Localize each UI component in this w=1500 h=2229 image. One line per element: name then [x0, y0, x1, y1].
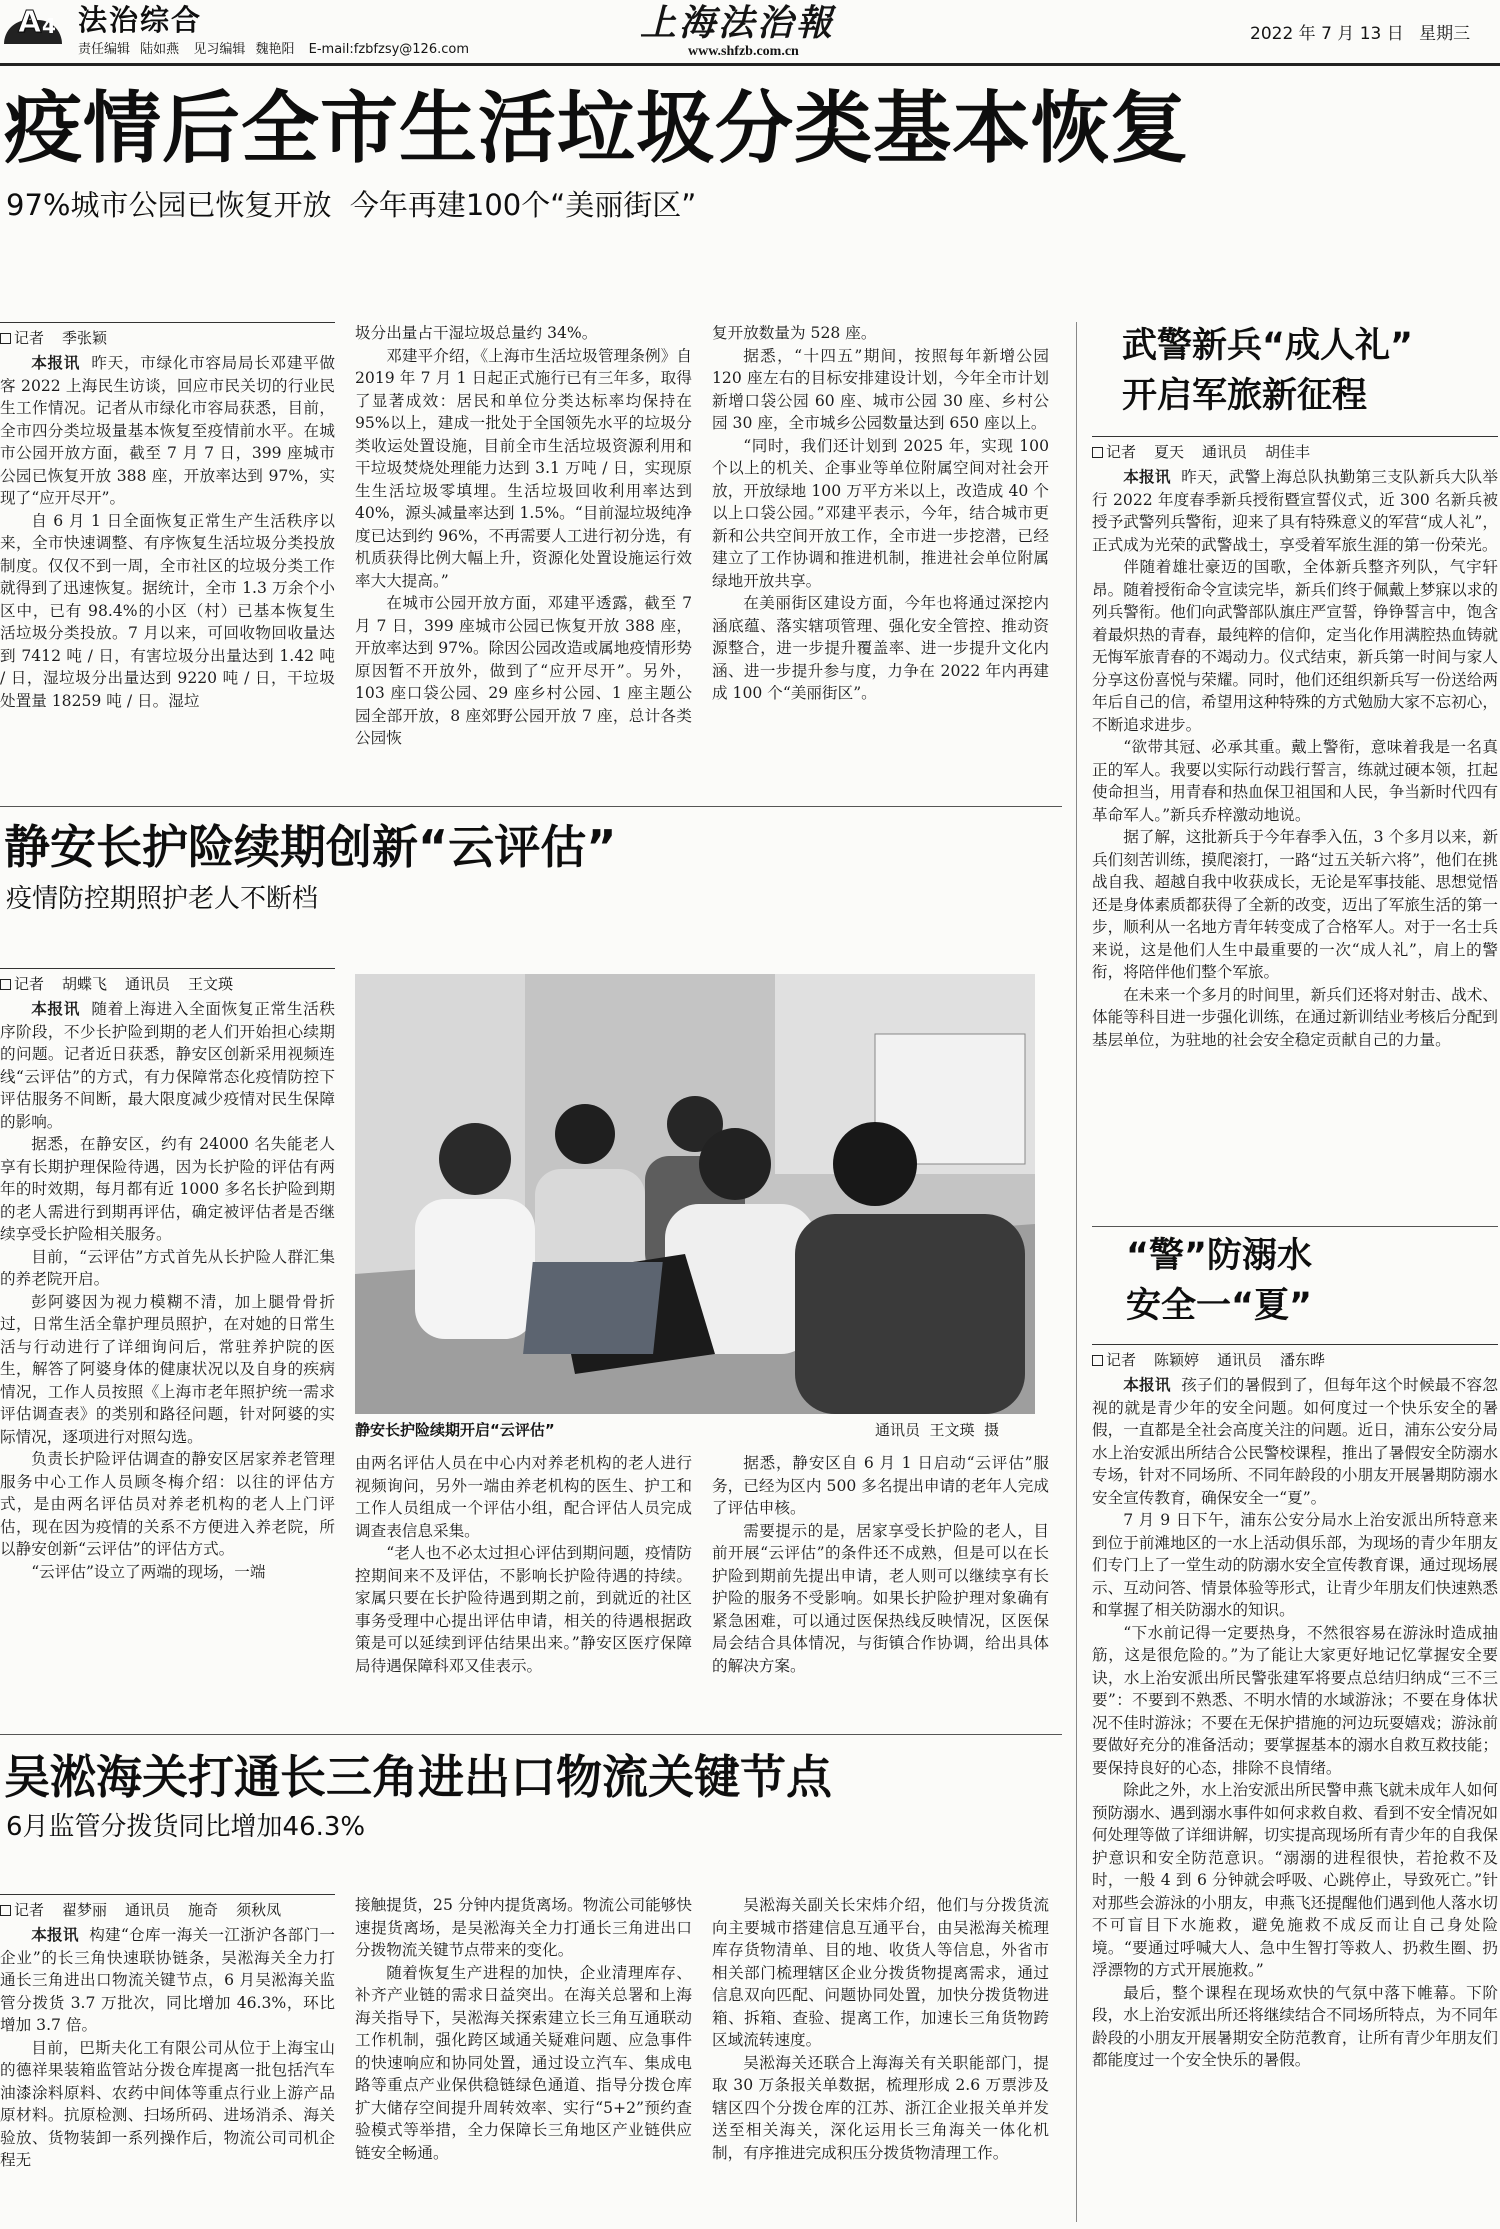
article2-title: 武警新兵“成人礼” — [1122, 326, 1414, 366]
paragraph: 吴淞海关副关长宋炜介绍，他们与分拨货流向主要城市搭建信息互通平台，由吴淞海关梳理库存货物清单、目的地、收货人等信息，外省市相关部门梳理辖区企业分拨货物提离需求，通过信息双向匹配、问题协同处置，加快分拨货物进箱、拆箱、查验、提离工作，加速长三角货物跨区域流转速度。 — [712, 1896, 1049, 2049]
editor-name-1: 陆如燕 — [140, 42, 180, 57]
weekday-text: 星期三 — [1419, 24, 1471, 44]
paragraph: “同时，我们还计划到 2025 年，实现 100 个以上的机关、企事业等单位附属空间对社会开放，开放绿地 100 万平方米以上，改造成 40 个以上口袋公园。”邓建平表示，今年，结合城市更新和公共空间开放工作，全市进一步挖潜，已经建立了工作协调和推进机制，推进社会单位附属绿地开放共享。 — [712, 436, 1049, 590]
paragraph: 据悉，“十四五”期间，按照每年新增公园 120 座左右的目标安排建设计划，今年全市计划新增口袋公园 60 座、城市公园 30 座、乡村公园 30 座，全市城乡公园数量达到 650 座以上。 — [712, 346, 1049, 432]
paragraph: 据悉，静安区自 6 月 1 日启动“云评估”服务，已经为区内 500 多名提出申请的老年人完成了评估申核。 — [712, 1454, 1049, 1517]
paragraph: 本报讯 孩子们的暑假到了，但每年这个时候最不容忽视的就是青少年的安全问题。如何度过一个快乐安全的暑假，一直都是全社会高度关注的问题。近日，浦东公安分局水上治安派出所结合公民警校课程，推出了暑假安全防溺水专场，针对不同场所、不同年龄段的小朋友开展暑期防溺水安全宣传教育，确保安全一“夏”。 — [1092, 1376, 1498, 1507]
page-num: 4 — [42, 14, 56, 38]
byline-box-icon — [0, 1905, 11, 1916]
paragraph: 最后，整个课程在现场欢快的气氛中落下帷幕。下阶段，水上治安派出所还将继续结合不同场所特点，为不同年龄段的小朋友开展暑期安全防范教育，让所有青少年朋友们都能度过一个安全快乐的暑假。 — [1092, 1983, 1498, 2069]
article3-byline: 记者 胡蝶飞 通讯员 王文瑛 — [0, 968, 335, 994]
paragraph: 本报讯 构建“仓库一海关一江浙沪各部门一企业”的长三角快速联协链条，吴淞海关全力打通长三角进出口物流关键节点，6 月吴淞海关监管分拨货 3.7 万批次，同比增加 46.3%，环比增加 3.7 倍。 — [0, 1926, 335, 2034]
paragraph: “老人也不必太过担心评估到期问题，疫情防控期间来不及评估，不影响长护险待遇的持续。家属只要在长护险待遇到期之前，到就近的社区事务受理中心提出评估申请，相关的待遇根据政策是可以延续到评估结果出来。”静安区医疗保障局待遇保障科邓又佳表示。 — [355, 1544, 692, 1675]
byline-role: 记者 — [14, 329, 45, 347]
article5-col3 — [712, 1894, 1049, 2226]
byline-name: 季张颖 — [62, 329, 108, 347]
paragraph: 在城市公园开放方面，邓建平透露，截至 7 月 7 日，399 座城市公园已恢复开放 388 座，开放率达到 97%。除因公园改造或属地疫情形势原因暂不开放外，做到了“应开尽开”。另外，103 座口袋公园、29 座乡村公园、1 座主题公园全部开放，8 座郊野公园开放 7 座，总计各类公园恢 — [355, 594, 692, 747]
article5-title: 吴淞海关打通长三角进出口物流关键节点 — [4, 1750, 832, 1804]
paragraph: 自 6 月 1 日全面恢复正常生产生活秩序以来，全市快速调整、有序恢复生活垃圾分类投放制度。仅仅不到一周，全市社区的垃圾分类工作就得到了迅速恢复。据统计，全市 1.3 万余个小区中，已有 98.4%的小区（村）已基本恢复生活垃圾分类投放。7 月以来，可回收物回收量达到 7412 吨 / 日，有害垃圾分出量达到 1.42 吨 / 日，湿垃圾分出量达到 9220 吨 / 日，干垃圾处置量 18259 吨 / 日。湿垃 — [0, 511, 335, 710]
article4-title-line2: 安全一“夏” — [1126, 1286, 1313, 1326]
photo-caption: 静安长护险续期开启“云评估” — [355, 1421, 555, 1439]
article3-col1 — [0, 998, 335, 1723]
article2-body — [1092, 466, 1498, 1221]
article5-byline: 记者 翟梦丽 通讯员 施奇 须秋凤 — [0, 1894, 335, 1920]
article1-col2 — [355, 322, 692, 797]
editor-role-2: 见习编辑 — [193, 42, 246, 57]
article3-subtitle: 疫情防控期照护老人不断档 — [6, 884, 319, 914]
article3-title: 静安长护险续期创新“云评估” — [4, 820, 617, 874]
editor-line — [78, 42, 469, 58]
article3-col2 — [355, 1452, 692, 1724]
paragraph: “云评估”设立了两端的现场，一端 — [31, 1562, 266, 1581]
header-rule — [0, 63, 1500, 66]
paragraph: 复开放数量为 528 座。 — [712, 324, 877, 342]
paragraph: 接触提货，25 分钟内提货离场。物流公司能够快速提货离场，是吴淞海关全力打通长三角进出口分拨物流关键节点带来的变化。 — [355, 1896, 692, 1959]
date-text: 2022 年 7 月 13 日 — [1250, 24, 1404, 44]
editor-role-1: 责任编辑 — [78, 42, 131, 57]
masthead: 上海法治報 — [640, 2, 836, 44]
paragraph: 目前，巴斯夫化工有限公司从位于上海宝山的德祥果装箱监管站分拨仓库提离一批包括汽车油漆涂料原料、农药中间体等重点行业上游产品原材料。抗原检测、扫场所码、进场消杀、海关验放、货物装卸一系列操作后，物流公司司机企程无 — [0, 2038, 335, 2169]
article4-title: “警”防溺水 — [1126, 1236, 1313, 1276]
article4-byline: 记者 陈颖婷 通讯员 潘东晔 — [1092, 1344, 1498, 1370]
article1-title: 疫情后全市生活垃圾分类基本恢复 — [4, 84, 1190, 174]
paragraph: 据悉，在静安区，约有 24000 名失能老人享有长期护理保险待遇，因为长护险的评估有两年的时效期，每月都有近 1000 多名长护险到期的老人需进行到期再评估，确定被评估者是否继续享受长护险相关服务。 — [0, 1135, 335, 1243]
paragraph: 圾分出量占干湿垃圾总量约 34%。 — [355, 324, 598, 342]
paragraph: 邓建平介绍，《上海市生活垃圾管理条例》自 2019 年 7 月 1 日起正式施行已有三年多，取得了显著成效：居民和单位分类达标率均保持在 95%以上，建成一批处于全国领先水平的垃圾分类收运处置设施，目前全市生活垃圾资源利用和干垃圾焚烧处理能力达到 3.1 万吨 / 日，实现原生生活垃圾零填埋。生活垃圾回收利用率达到 40%，源头减量率达到 1.5%。“目前湿垃圾纯净度已达到约 96%，不再需要人工进行初分选，有机质获得比例大幅上升，资源化处置设施运行效率大大提高。” — [355, 346, 692, 590]
paragraph: 伴随着雄壮豪迈的国歌，全体新兵整齐列队，气宇轩昂。随着授衔命令宣读完毕，新兵们终于佩戴上梦寐以求的列兵警衔。他们向武警部队旗庄严宣誓，铮铮誓言中，饱含着最炽热的青春，最纯粹的信仰，定当化作用满腔热血铸就无悔军旅青春的不竭动力。仪式结束，新兵第一时间与家人分享这份喜悦与荣耀。同时，他们还组织新兵写一份送给两年后自己的信，希望用这种特殊的方式勉励大家不忘初心，不断追求进步。 — [1092, 558, 1498, 734]
article1-col1 — [0, 352, 335, 797]
paragraph: “欲带其冠、必承其重。戴上警衔，意味着我是一名真正的军人。我要以实际行动践行誓言，练就过硬本领，扛起使命担当，用青春和热血保卫祖国和人民，争当新时代四有革命军人。”新兵乔梓激动地说。 — [1092, 738, 1498, 824]
page-letter: A — [18, 5, 42, 40]
article4-top-rule — [1092, 1226, 1498, 1227]
paragraph: 除此之外，水上治安派出所民警申燕飞就未成年人如何预防溺水、遇到溺水事件如何求救自救、看到不安全情况如何处理等做了详细讲解，切实提高现场所有青少年的自我保护意识和安全防范意识。“溺溺的进程很快，若抢救不及时，一般 4 到 6 分钟就会呼吸、心跳停止，导致死亡。”针对那些会游泳的小朋友，申燕飞还提醒他们遇到他人落水切不可盲目下水施救，避免施救不成反而让自己身处险境。“要通过呼喊大人、急中生智打等救人、扔救生圈、扔浮漂物的方式开展施救。” — [1092, 1781, 1498, 1979]
paragraph: 7 月 9 日下午，浦东公安分局水上治安派出所特意来到位于前滩地区的一水上活动俱乐部，为现场的青少年朋友们专门上了一堂生动的防溺水安全宣传教育课，通过现场展示、互动问答、情景体验等形式，让青少年朋友们快速熟悉和掌握了相关防溺水的知识。 — [1092, 1511, 1498, 1619]
paragraph: 据了解，这批新兵于今年春季入伍，3 个多月以来，新兵们刻苦训练，摸爬滚打，一路“过五关斩六将”，他们在挑战自我、超越自我中收获成长，无论是军事技能、思想觉悟还是身体素质都获得了全新的改变，迈出了军旅生活的第一步，顺利从一名地方青年转变成了合格军人。对于一名士兵来说，这是他们人生中最重要的一次“成人礼”，肩上的警衔，将陪伴他们整个军旅。 — [1092, 828, 1498, 981]
page-number-badge — [4, 6, 66, 42]
paragraph: 需要提示的是，居家享受长护险的老人，目前开展“云评估”的条件还不成熟，但是可以在长护险到期前先提出申请，老人则可以继续享有长护险的服务不受影响。如果长护险护理对象确有紧急困难，可以通过医保热线反映情况，区医保局会结合具体情况，与街镇合作协调，给出具体的解决方案。 — [712, 1521, 1049, 1675]
paragraph: 在美丽街区建设方面，今年也将通过深挖内涵底蕴、落实辖项管理、强化安全管控、推动资源整合，进一步提升覆盖率、进一步提升文化内涵、进一步提升参与度，力争在 2022 年内再建成 100 个“美丽街区”。 — [712, 594, 1049, 702]
byline-box-icon — [0, 979, 11, 990]
article5-subtitle: 6月监管分拨货同比增加46.3% — [6, 1812, 366, 1842]
article5-col2 — [355, 1894, 692, 2226]
paragraph: “下水前记得一定要热身，不然很容易在游泳时造成抽筋，这是很危险的。”为了能让大家更好地记忆掌握安全要诀，水上治安派出所民警张建军将要点总结归纳成“三不三要”：不要到不熟悉、不明水情的水域游泳；不要在身体状况不佳时游泳；不要在无保护措施的河边玩耍嬉戏；游泳前要做好充分的准备活动；要掌握基本的溺水自救互救技能；要保持良好的心态，排除不良情绪。 — [1092, 1623, 1498, 1777]
article3-col3 — [712, 1452, 1049, 1724]
byline-box-icon — [0, 333, 11, 344]
article4-body — [1092, 1374, 1498, 2226]
article3-top-rule — [0, 806, 1062, 807]
article2-byline: 记者 夏天 通讯员 胡佳丰 — [1092, 436, 1498, 462]
article1-col3 — [712, 322, 1049, 797]
paragraph: 在未来一个多月的时间里，新兵们还将对射击、战术、体能等科目进一步强化训练，在通过新训结业考核后分配到基层单位，为驻地的社会安全稳定贡献自己的力量。 — [1092, 985, 1498, 1049]
paragraph: 本报讯 昨天，武警上海总队执勤第三支队新兵大队举行 2022 年度春季新兵授衔暨宣誓仪式，近 300 名新兵被授予武警列兵警衔，迎来了具有特殊意义的军营“成人礼”，正式成为光荣的武警战士，享受着军旅生涯的第一份荣光。 — [1092, 468, 1498, 554]
paragraph: 彭阿婆因为视力模糊不清，加上腿骨骨折过，日常生活全靠护理员照护，在对她的日常生活与行动进行了详细询问后，常驻养护院的医生，解答了阿婆身体的健康状况以及自身的疾病情况，工作人员按照《上海市老年照护统一需求评估调查表》的类别和路径问题，针对阿婆的实际情况，逐项进行对照勾选。 — [0, 1292, 335, 1446]
photo-illustration — [355, 974, 1035, 1414]
website: www.shfzb.com.cn — [688, 44, 799, 59]
editor-email: E-mail:fzbfzsy@126.com — [308, 42, 469, 57]
paragraph: 吴淞海关还联合上海海关有关职能部门，提取 30 万条报关单数据，梳理形成 2.6 万票涉及辖区四个分拨仓库的江苏、浙江企业报关单并发送至相关海关，深化运用长三角海关一体化机制，有序推进完成积压分拨货物清理工作。 — [712, 2053, 1049, 2162]
photo-credit: 通讯员 王文瑛 摄 — [875, 1421, 1000, 1439]
paragraph: 随着恢复生产进程的加快，企业清理库存、补齐产业链的需求日益突出。在海关总署和上海海关指导下，吴淞海关探索建立长三角互通联动工作机制，强化跨区域通关疑难问题、应急事件的快速响应和协同处置，通过设立汽车、集成电路等重点产业保供稳链绿色通道、指导分拨仓库扩大储存空间提升周转效率、实行“5+2”预约查验模式等举措，全力保障长三角地区产业链供应链安全畅通。 — [355, 1963, 692, 2162]
article5-col1 — [0, 1924, 335, 2226]
paragraph: 目前，“云评估”方式首先从长护险人群汇集的养老院开启。 — [0, 1247, 335, 1288]
article1-subtitle: 97%城市公园已恢复开放 今年再建100个“美丽街区” — [6, 188, 697, 222]
editor-name-2: 魏艳阳 — [255, 42, 295, 57]
article5-top-rule — [0, 1734, 1062, 1735]
article1-byline — [0, 322, 335, 348]
paragraph: 本报讯 昨天，市绿化市容局局长邓建平做客 2022 上海民生访谈，回应市民关切的行业民生工作情况。记者从市绿化市容局获悉，目前，全市四分类垃圾量基本恢复至疫情前水平。在城市公园开放方面，截至 7 月 7 日，399 座城市公园已恢复开放 388 座，开放率达到 97%，实现了“应开尽开”。 — [0, 354, 335, 507]
byline-box-icon — [1092, 447, 1103, 458]
byline-box-icon — [1092, 1355, 1103, 1366]
paragraph: 负责长护险评估调查的静安区居家养老管理服务中心工作人员顾冬梅介绍：以往的评估方式，是由两名评估员对养老机构的老人上门评估，现在因为疫情的关系不方便进入养老院，所以静安创新“云评估”的评估方式。 — [0, 1450, 335, 1558]
paragraph: 本报讯 随着上海进入全面恢复正常生活秩序阶段，不少长护险到期的老人们开始担心续期的问题。记者近日获悉，静安区创新采用视频连线“云评估”的方式，有力保障常态化疫情防控下评估服务不间断，最大限度减少疫情对民生保障的影响。 — [0, 1000, 335, 1131]
right-column-rule — [1076, 322, 1077, 2222]
article2-title-line2: 开启军旅新征程 — [1122, 376, 1368, 416]
section-name: 法治综合 — [78, 3, 203, 37]
paragraph: 由两名评估人员在中心内对养老机构的老人进行视频询问，另外一端由养老机构的医生、护工和工作人员组成一个评估小组，配合评估人员完成调查表信息采集。 — [355, 1454, 692, 1540]
issue-date — [1250, 24, 1470, 44]
news-photo — [355, 974, 1035, 1414]
